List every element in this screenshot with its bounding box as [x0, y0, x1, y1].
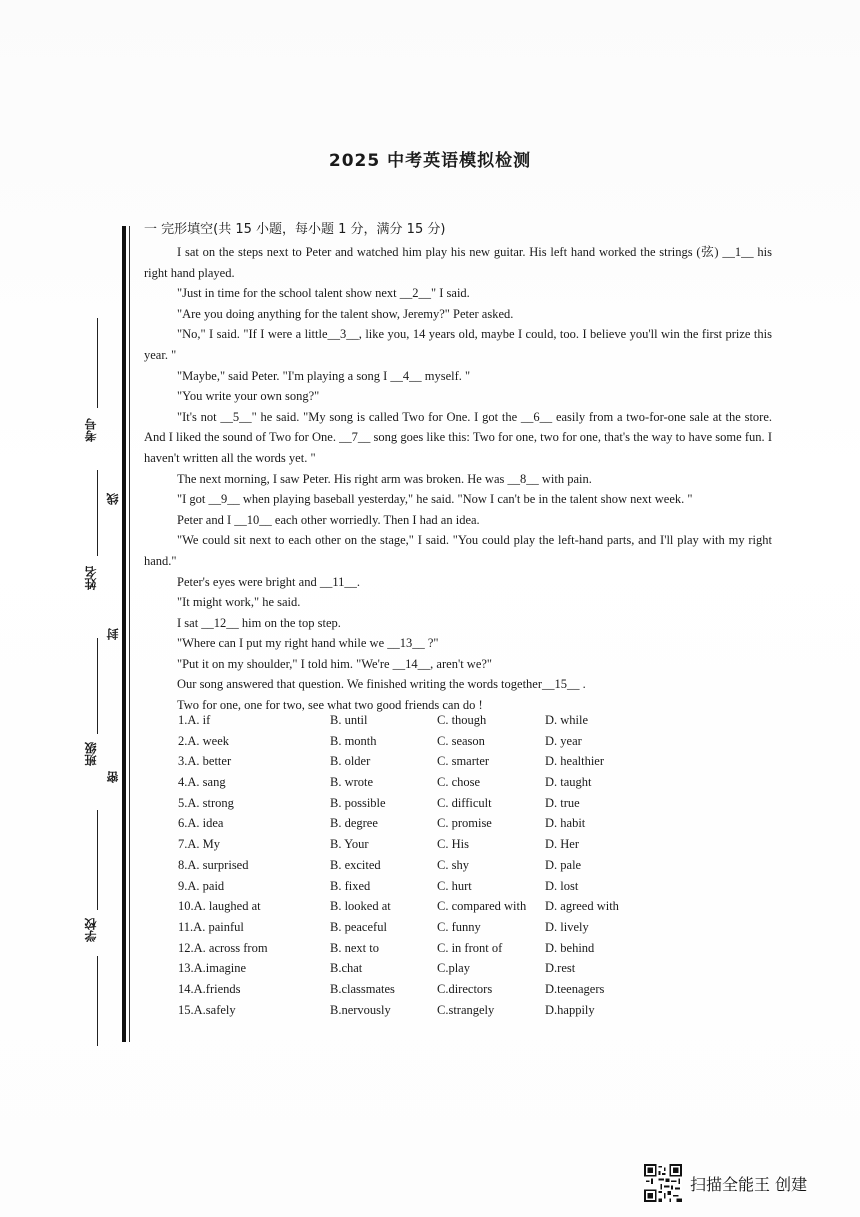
option-a: 11.A. painful: [178, 919, 244, 934]
section-heading: 一 完形填空(共 15 小题，每小题 1 分，满分 15 分): [144, 222, 446, 237]
passage-paragraph: "It might work," he said.: [177, 595, 301, 610]
passage-paragraph: I sat on the steps next to Peter and watched him play his new guitar. His left hand worked the strings (弦) __1__ his right hand played.: [144, 245, 772, 280]
option-d: D. lost: [545, 878, 579, 893]
option-b: B. fixed: [330, 878, 371, 893]
option-d: D. while: [545, 713, 589, 727]
option-row: [178, 754, 738, 775]
option-b: B. peaceful: [330, 919, 387, 934]
seal-mark-secret: 密: [106, 771, 120, 783]
option-d: D. Her: [545, 837, 580, 852]
option-a: 1.A. if: [178, 713, 211, 727]
option-b: B. degree: [330, 816, 378, 831]
option-a: 8.A. surprised: [178, 857, 249, 872]
option-row: [178, 837, 738, 858]
option-a: 7.A. My: [178, 837, 221, 852]
option-b: B. excited: [330, 857, 381, 872]
option-row: [178, 941, 738, 962]
option-d: D. pale: [545, 857, 582, 872]
option-row: [178, 713, 738, 734]
option-a: 4.A. sang: [178, 775, 226, 790]
binding-line-thin: [129, 226, 130, 1042]
option-d: D. behind: [545, 940, 595, 955]
option-row: [178, 858, 738, 879]
passage-paragraph: I sat __12__ him on the top step.: [177, 615, 341, 630]
name-line: [97, 470, 98, 556]
passage-paragraph: "Where can I put my right hand while we __13__ ?": [177, 636, 439, 651]
option-a: 5.A. strong: [178, 795, 234, 810]
option-row: [178, 899, 738, 920]
option-a: 15.A.safely: [178, 1002, 236, 1017]
option-b: B. month: [330, 733, 377, 748]
option-a: 12.A. across from: [178, 940, 268, 955]
option-c: C. chose: [437, 775, 481, 790]
passage-paragraph: "I got __9__ when playing baseball yesterday," he said. "Now I can't be in the talent show next week. ": [177, 492, 693, 507]
option-row: [178, 961, 738, 982]
option-b: B. older: [330, 754, 371, 769]
option-c: C. hurt: [437, 878, 472, 893]
scanner-brand-text: 扫描全能王 创建: [690, 1174, 808, 1194]
passage-paragraph: "No," I said. "If I were a little__3__, like you, 14 years old, maybe I could, too. I believe you'll win the first prize this year. ": [144, 327, 772, 362]
option-d: D.happily: [545, 1002, 595, 1017]
option-c: C. though: [437, 713, 487, 727]
option-d: D. agreed with: [545, 899, 619, 914]
cloze-passage: [144, 242, 772, 716]
school-line: [97, 810, 98, 910]
passage-paragraph: "You write your own song?": [177, 389, 320, 404]
option-c: C. season: [437, 733, 485, 748]
option-c: C. His: [437, 837, 469, 852]
page-title: 2025 中考英语模拟检测: [328, 151, 532, 171]
option-b: B. looked at: [330, 899, 391, 914]
option-b: B. next to: [330, 940, 379, 955]
option-c: C.strangely: [437, 1002, 495, 1017]
option-row: [178, 982, 738, 1003]
option-b: B. until: [330, 713, 368, 727]
seal-mark-seal: 封: [106, 628, 120, 640]
passage-paragraph: "We could sit next to each other on the stage," I said. "You could play the left-hand parts, and I'll play with my right hand.": [144, 533, 772, 568]
exam-number-line: [97, 318, 98, 408]
passage-paragraph: Our song answered that question. We finished writing the words together__15__ .: [177, 677, 586, 692]
passage-paragraph: Peter and I __10__ each other worriedly. Then I had an idea.: [177, 512, 480, 527]
option-c: C. shy: [437, 857, 469, 872]
option-row: [178, 796, 738, 817]
option-c: C. difficult: [437, 795, 492, 810]
option-row: [178, 775, 738, 796]
passage-paragraph: "Put it on my shoulder," I told him. "We're __14__, aren't we?": [177, 656, 493, 671]
class-label: 班级: [84, 742, 98, 766]
option-c: C. funny: [437, 919, 481, 934]
option-b: B. possible: [330, 795, 386, 810]
option-a: 6.A. idea: [178, 816, 224, 831]
option-d: D. lively: [545, 919, 589, 934]
option-b: B.classmates: [330, 981, 395, 996]
answer-options: [178, 713, 738, 1023]
option-row: [178, 920, 738, 941]
option-d: D.teenagers: [545, 981, 605, 996]
option-c: C.play: [437, 961, 470, 976]
option-a: 2.A. week: [178, 733, 230, 748]
option-d: D. true: [545, 795, 580, 810]
passage-paragraph: "It's not __5__" he said. "My song is called Two for One. I got the __6__ easily from a two-for-one sale at the store. And I liked the sound of Two for One. __7__ song goes like this: Two for one, two for one, that's the way to have some fun. I haven't written all the words yet. ": [144, 409, 772, 465]
option-d: D. healthier: [545, 754, 605, 769]
option-c: C. compared with: [437, 899, 527, 914]
passage-paragraph: Two for one, one for two, see what two good friends can do !: [177, 698, 483, 713]
option-c: C.directors: [437, 981, 493, 996]
option-c: C. in front of: [437, 940, 503, 955]
passage-paragraph: "Maybe," said Peter. "I'm playing a song I __4__ myself. ": [177, 368, 471, 383]
option-row: [178, 816, 738, 837]
passage-paragraph: Peter's eyes were bright and __11__.: [177, 574, 360, 589]
option-row: [178, 1003, 738, 1024]
option-a: 10.A. laughed at: [178, 899, 261, 914]
qr-code-icon: [644, 1164, 682, 1202]
option-row: [178, 734, 738, 755]
option-b: B.chat: [330, 961, 363, 976]
option-d: D.rest: [545, 961, 576, 976]
option-c: C. promise: [437, 816, 492, 831]
class-line: [97, 638, 98, 734]
option-row: [178, 879, 738, 900]
option-a: 9.A. paid: [178, 878, 225, 893]
option-d: D. habit: [545, 816, 586, 831]
passage-paragraph: "Just in time for the school talent show next __2__" I said.: [177, 286, 470, 301]
scanner-watermark: [644, 1163, 844, 1203]
option-d: D. year: [545, 733, 582, 748]
option-c: C. smarter: [437, 754, 490, 769]
option-b: B. Your: [330, 837, 369, 852]
exam-number-label: 考号: [84, 418, 98, 442]
option-b: B.nervously: [330, 1002, 391, 1017]
option-a: 3.A. better: [178, 754, 232, 769]
school-label: 学校: [84, 918, 98, 942]
passage-paragraph: The next morning, I saw Peter. His right arm was broken. He was __8__ with pain.: [177, 471, 592, 486]
binding-line-thick: [122, 226, 126, 1042]
option-d: D. taught: [545, 775, 592, 790]
option-b: B. wrote: [330, 775, 374, 790]
seal-mark-line: 线: [106, 493, 120, 505]
passage-paragraph: "Are you doing anything for the talent show, Jeremy?" Peter asked.: [177, 306, 514, 321]
option-a: 14.A.friends: [178, 981, 241, 996]
option-a: 13.A.imagine: [178, 961, 247, 976]
name-label: 姓名: [84, 566, 98, 590]
school-line-lower: [97, 956, 98, 1046]
